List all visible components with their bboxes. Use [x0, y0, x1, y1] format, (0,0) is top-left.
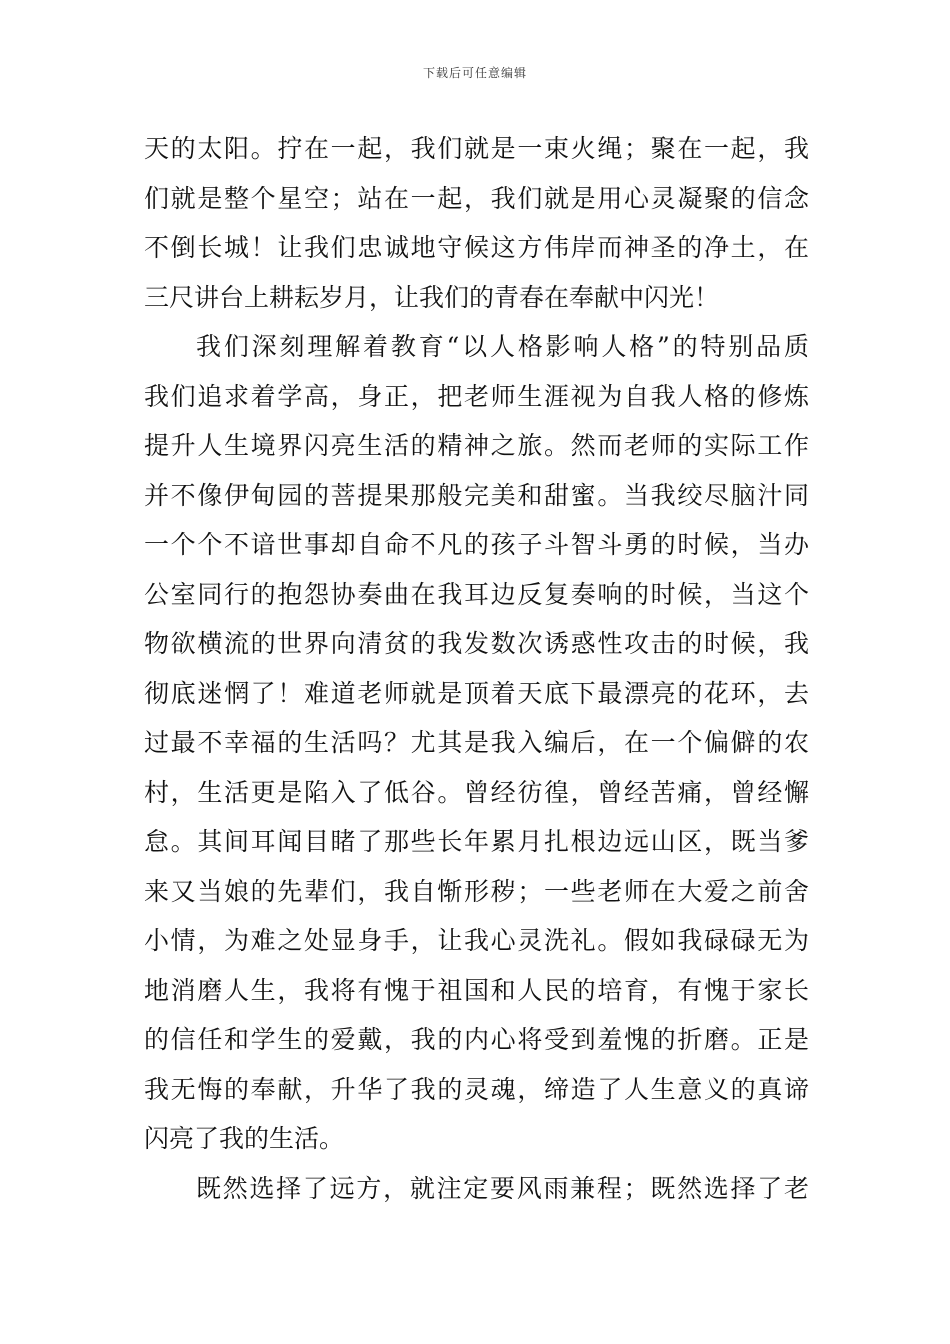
text-line: 的信任和学生的爱戴，我的内心将受到羞愧的折磨。正是	[144, 1025, 809, 1054]
text-line: 我无悔的奉献，升华了我的灵魂，缔造了人生意义的真谛	[144, 1074, 809, 1104]
text-line: 来又当娘的先辈们，我自惭形秽；一些老师在大爱之前舍	[144, 876, 809, 906]
text-line: 们就是整个星空；站在一起，我们就是用心灵凝聚的信念	[144, 183, 809, 213]
text-line: 闪亮了我的生活。	[144, 1124, 345, 1153]
text-line: 小情，为难之处显身手，让我心灵洗礼。假如我碌碌无为	[144, 926, 809, 955]
text-line: 三尺讲台上耕耘岁月，让我们的青春在奉献中闪光！	[144, 282, 720, 312]
text-line: 天的太阳。拧在一起，我们就是一束火绳；聚在一起，我	[144, 134, 809, 163]
text-line: 不倒长城！让我们忠诚地守候这方伟岸而神圣的净土，在	[144, 233, 809, 262]
text-line: 并不像伊甸园的菩提果那般完美和甜蜜。当我绞尽脑汁同	[144, 480, 809, 510]
page-header: 下载后可任意编辑	[422, 66, 527, 80]
text-line: 既然选择了远方，就注定要风雨兼程；既然选择了老	[196, 1173, 809, 1203]
text-line: 物欲横流的世界向清贫的我发数次诱惑性攻击的时候，我	[144, 629, 809, 658]
text-line: 公室同行的抱怨协奏曲在我耳边反复奏响的时候，当这个	[144, 579, 809, 609]
text-line: 地消磨人生，我将有愧于祖国和人民的培育，有愧于家长	[144, 975, 809, 1005]
text-line: 我们深刻理解着教育“以人格影响人格”的特别品质	[196, 332, 809, 361]
text-line: 一个个不谙世事却自命不凡的孩子斗智斗勇的时候，当办	[144, 530, 809, 559]
text-line: 我们追求着学高，身正，把老师生涯视为自我人格的修炼	[144, 381, 809, 411]
text-line: 提升人生境界闪亮生活的精神之旅。然而老师的实际工作	[144, 431, 809, 460]
text-line: 怠。其间耳闻目睹了那些长年累月扎根边远山区，既当爹	[144, 827, 809, 856]
text-line: 过最不幸福的生活吗？尤其是我入编后，在一个偏僻的农	[144, 728, 809, 757]
document-body	[144, 124, 809, 1213]
text-line: 彻底迷惘了！难道老师就是顶着天底下最漂亮的花环，去	[144, 678, 809, 708]
text-line: 村，生活更是陷入了低谷。曾经彷徨，曾经苦痛，曾经懈	[144, 777, 809, 807]
